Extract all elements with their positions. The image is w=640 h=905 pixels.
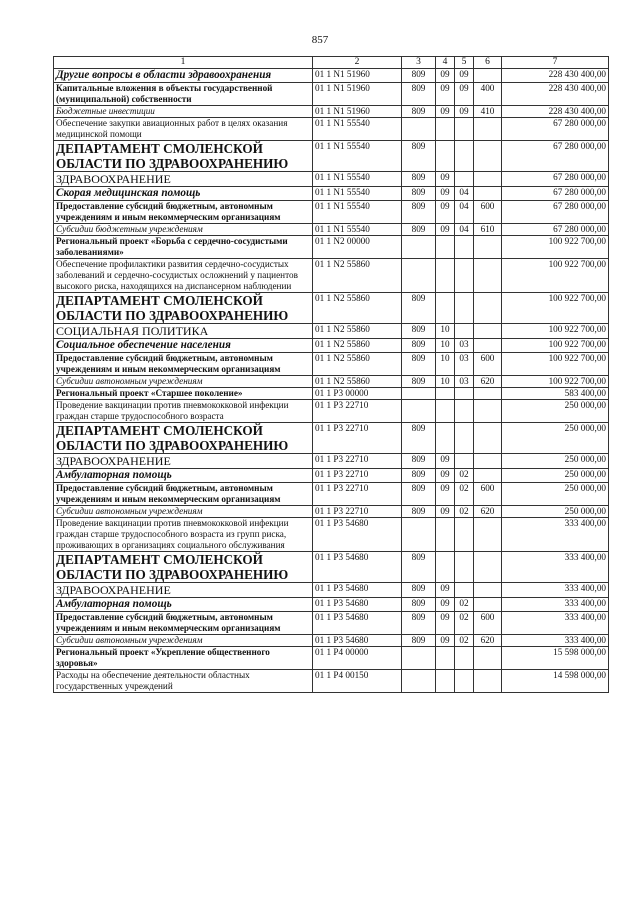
row-ministry-cell: 809 [402,612,436,635]
row-name-cell: СОЦИАЛЬНАЯ ПОЛИТИКА [54,324,313,339]
table-row [54,388,609,400]
row-section-cell: 09 [436,483,455,506]
row-section-cell: 09 [436,172,455,187]
row-subsection-cell: 02 [455,612,474,635]
row-amount-cell: 583 400,00 [502,388,609,400]
row-code-cell: 01 1 P3 22710 [313,423,402,454]
row-name-cell: Бюджетные инвестиции [54,106,313,118]
row-amount-cell: 100 922 700,00 [502,293,609,324]
row-code-cell: 01 1 N2 55860 [313,353,402,376]
row-section-cell: 09 [436,598,455,612]
row-name-cell: Субсидии бюджетным учреждениям [54,224,313,236]
row-expense-type-cell [474,141,502,172]
row-amount-cell: 250 000,00 [502,400,609,423]
row-expense-type-cell: 620 [474,635,502,647]
row-subsection-cell: 04 [455,201,474,224]
row-ministry-cell [402,118,436,141]
row-section-cell: 09 [436,201,455,224]
table-row [54,187,609,201]
row-expense-type-cell [474,518,502,552]
row-section-cell: 10 [436,339,455,353]
row-name-cell: Предоставление субсидий бюджетным, автономным учреждениям и иным некоммерческим организациям [54,353,313,376]
row-name-cell: ЗДРАВООХРАНЕНИЕ [54,583,313,598]
table-row [54,259,609,293]
row-subsection-cell: 02 [455,598,474,612]
row-amount-cell: 67 280 000,00 [502,172,609,187]
row-expense-type-cell [474,454,502,469]
row-section-cell: 09 [436,612,455,635]
row-amount-cell: 228 430 400,00 [502,106,609,118]
header-cell: 2 [313,57,402,69]
row-ministry-cell [402,400,436,423]
row-subsection-cell [455,236,474,259]
table-row [54,83,609,106]
row-expense-type-cell [474,172,502,187]
row-amount-cell: 67 280 000,00 [502,187,609,201]
row-subsection-cell: 04 [455,187,474,201]
row-name-cell: Обеспечение закупки авиационных работ в целях оказания медицинской помощи [54,118,313,141]
row-expense-type-cell [474,647,502,670]
row-ministry-cell: 809 [402,583,436,598]
row-code-cell: 01 1 P3 22710 [313,483,402,506]
row-ministry-cell: 809 [402,83,436,106]
row-expense-type-cell [474,598,502,612]
table-row [54,172,609,187]
row-subsection-cell: 09 [455,69,474,83]
row-name-cell: Капитальные вложения в объекты государственной (муниципальной) собственности [54,83,313,106]
row-ministry-cell: 809 [402,598,436,612]
row-expense-type-cell: 400 [474,83,502,106]
table-row [54,454,609,469]
row-section-cell: 09 [436,69,455,83]
row-name-cell: ДЕПАРТАМЕНТ СМОЛЕНСКОЙ ОБЛАСТИ ПО ЗДРАВООХРАНЕНИЮ [54,141,313,172]
row-code-cell: 01 1 N1 55540 [313,172,402,187]
row-ministry-cell: 809 [402,172,436,187]
row-ministry-cell: 809 [402,454,436,469]
row-ministry-cell [402,259,436,293]
row-ministry-cell: 809 [402,201,436,224]
row-amount-cell: 228 430 400,00 [502,83,609,106]
row-amount-cell: 250 000,00 [502,506,609,518]
row-subsection-cell [455,454,474,469]
row-subsection-cell: 04 [455,224,474,236]
row-section-cell: 09 [436,454,455,469]
row-subsection-cell [455,647,474,670]
table-row [54,201,609,224]
row-subsection-cell: 02 [455,469,474,483]
row-name-cell: ДЕПАРТАМЕНТ СМОЛЕНСКОЙ ОБЛАСТИ ПО ЗДРАВООХРАНЕНИЮ [54,552,313,583]
row-code-cell: 01 1 N1 55540 [313,201,402,224]
row-subsection-cell: 02 [455,506,474,518]
row-section-cell: 10 [436,376,455,388]
row-section-cell: 10 [436,353,455,376]
row-subsection-cell [455,400,474,423]
row-code-cell: 01 1 P3 22710 [313,469,402,483]
row-name-cell: Социальное обеспечение населения [54,339,313,353]
row-expense-type-cell [474,339,502,353]
row-code-cell: 01 1 N2 55860 [313,339,402,353]
row-section-cell [436,400,455,423]
row-amount-cell: 100 922 700,00 [502,339,609,353]
table-row [54,339,609,353]
row-ministry-cell [402,236,436,259]
row-ministry-cell: 809 [402,293,436,324]
row-code-cell: 01 1 P3 22710 [313,506,402,518]
table-row [54,293,609,324]
row-subsection-cell [455,259,474,293]
row-amount-cell: 67 280 000,00 [502,118,609,141]
row-code-cell: 01 1 P3 54680 [313,552,402,583]
table-row [54,236,609,259]
row-ministry-cell: 809 [402,423,436,454]
row-code-cell: 01 1 N2 55860 [313,259,402,293]
row-expense-type-cell: 620 [474,376,502,388]
row-code-cell: 01 1 P3 54680 [313,612,402,635]
row-code-cell: 01 1 P4 00150 [313,670,402,693]
row-amount-cell: 333 400,00 [502,612,609,635]
row-section-cell [436,647,455,670]
row-code-cell: 01 1 P3 22710 [313,400,402,423]
row-code-cell: 01 1 N1 51960 [313,83,402,106]
row-section-cell [436,293,455,324]
row-name-cell: Субсидии автономным учреждениям [54,376,313,388]
row-amount-cell: 250 000,00 [502,454,609,469]
row-code-cell: 01 1 N1 55540 [313,141,402,172]
row-section-cell [436,552,455,583]
row-name-cell: Предоставление субсидий бюджетным, автономным учреждениям и иным некоммерческим организациям [54,612,313,635]
header-cell: 7 [502,57,609,69]
row-expense-type-cell [474,236,502,259]
row-amount-cell: 15 598 000,00 [502,647,609,670]
row-name-cell: ЗДРАВООХРАНЕНИЕ [54,454,313,469]
row-ministry-cell: 809 [402,635,436,647]
row-ministry-cell: 809 [402,141,436,172]
row-name-cell: ДЕПАРТАМЕНТ СМОЛЕНСКОЙ ОБЛАСТИ ПО ЗДРАВООХРАНЕНИЮ [54,423,313,454]
row-code-cell: 01 1 P3 54680 [313,635,402,647]
row-code-cell: 01 1 N1 51960 [313,106,402,118]
row-ministry-cell: 809 [402,187,436,201]
row-amount-cell: 14 598 000,00 [502,670,609,693]
row-name-cell: ЗДРАВООХРАНЕНИЕ [54,172,313,187]
row-name-cell: Амбулаторная помощь [54,598,313,612]
row-ministry-cell [402,670,436,693]
row-section-cell [436,670,455,693]
row-name-cell: Предоставление субсидий бюджетным, автономным учреждениям и иным некоммерческим организациям [54,201,313,224]
row-section-cell: 09 [436,506,455,518]
table-row [54,69,609,83]
row-code-cell: 01 1 N2 55860 [313,376,402,388]
row-amount-cell: 100 922 700,00 [502,259,609,293]
row-section-cell [436,259,455,293]
row-subsection-cell [455,423,474,454]
row-section-cell: 09 [436,583,455,598]
row-ministry-cell: 809 [402,376,436,388]
row-name-cell: Региональный проект «Укрепление общественного здоровья» [54,647,313,670]
row-expense-type-cell [474,423,502,454]
row-expense-type-cell [474,187,502,201]
row-section-cell [436,518,455,552]
row-ministry-cell: 809 [402,224,436,236]
row-subsection-cell [455,324,474,339]
row-ministry-cell: 809 [402,506,436,518]
row-expense-type-cell: 600 [474,612,502,635]
row-subsection-cell [455,293,474,324]
row-ministry-cell: 809 [402,469,436,483]
row-expense-type-cell [474,400,502,423]
row-name-cell: Обеспечение профилактики развития сердечно-сосудистых заболеваний и сердечно-сосудистых осложнений у пациентов высокого риска, находящихся на диспансерном наблюдении [54,259,313,293]
row-amount-cell: 250 000,00 [502,483,609,506]
row-code-cell: 01 1 P3 00000 [313,388,402,400]
row-amount-cell: 333 400,00 [502,635,609,647]
table-row [54,106,609,118]
row-code-cell: 01 1 P3 54680 [313,518,402,552]
row-name-cell: Региональный проект «Борьба с сердечно-сосудистыми заболеваниями» [54,236,313,259]
row-amount-cell: 100 922 700,00 [502,324,609,339]
row-code-cell: 01 1 N2 00000 [313,236,402,259]
row-name-cell: Субсидии автономным учреждениям [54,506,313,518]
row-code-cell: 01 1 P3 54680 [313,583,402,598]
table-row [54,552,609,583]
row-subsection-cell [455,552,474,583]
row-code-cell: 01 1 N1 51960 [313,69,402,83]
row-ministry-cell [402,388,436,400]
row-subsection-cell: 03 [455,353,474,376]
row-subsection-cell: 03 [455,339,474,353]
row-name-cell: Другие вопросы в области здравоохранения [54,69,313,83]
row-name-cell: Проведение вакцинации против пневмококковой инфекции граждан старше трудоспособного возраста из групп риска, проживающих в организациях социального обслуживания [54,518,313,552]
row-subsection-cell [455,118,474,141]
row-name-cell: Региональный проект «Старшее поколение» [54,388,313,400]
header-cell: 1 [54,57,313,69]
table-row [54,483,609,506]
row-section-cell [436,141,455,172]
row-amount-cell: 100 922 700,00 [502,376,609,388]
row-section-cell: 10 [436,324,455,339]
row-expense-type-cell [474,552,502,583]
row-code-cell: 01 1 N1 55540 [313,118,402,141]
row-amount-cell: 333 400,00 [502,552,609,583]
row-expense-type-cell [474,69,502,83]
table-row [54,670,609,693]
row-code-cell: 01 1 N1 55540 [313,224,402,236]
row-subsection-cell [455,670,474,693]
row-expense-type-cell [474,469,502,483]
row-name-cell: Скорая медицинская помощь [54,187,313,201]
row-subsection-cell: 09 [455,83,474,106]
row-section-cell: 09 [436,83,455,106]
row-subsection-cell: 03 [455,376,474,388]
row-expense-type-cell: 410 [474,106,502,118]
table-row [54,141,609,172]
row-ministry-cell [402,647,436,670]
row-ministry-cell: 809 [402,106,436,118]
table-row [54,400,609,423]
row-amount-cell: 67 280 000,00 [502,224,609,236]
table-row [54,506,609,518]
header-cell: 5 [455,57,474,69]
row-name-cell: Расходы на обеспечение деятельности областных государственных учреждений [54,670,313,693]
table-row [54,376,609,388]
row-amount-cell: 333 400,00 [502,598,609,612]
header-cell: 6 [474,57,502,69]
row-expense-type-cell: 600 [474,201,502,224]
row-subsection-cell [455,172,474,187]
row-section-cell: 09 [436,187,455,201]
row-expense-type-cell [474,259,502,293]
table-row [54,423,609,454]
table-row [54,635,609,647]
table-row [54,583,609,598]
row-section-cell: 09 [436,469,455,483]
row-name-cell: ДЕПАРТАМЕНТ СМОЛЕНСКОЙ ОБЛАСТИ ПО ЗДРАВООХРАНЕНИЮ [54,293,313,324]
table-row [54,647,609,670]
table-row [54,224,609,236]
row-section-cell: 09 [436,106,455,118]
row-amount-cell: 333 400,00 [502,583,609,598]
table-row [54,118,609,141]
row-name-cell: Предоставление субсидий бюджетным, автономным учреждениям и иным некоммерческим организациям [54,483,313,506]
header-cell: 4 [436,57,455,69]
row-section-cell [436,423,455,454]
row-subsection-cell [455,388,474,400]
row-ministry-cell [402,518,436,552]
row-section-cell [436,118,455,141]
row-code-cell: 01 1 N2 55860 [313,293,402,324]
row-subsection-cell [455,518,474,552]
row-ministry-cell: 809 [402,353,436,376]
row-subsection-cell: 02 [455,635,474,647]
row-expense-type-cell [474,118,502,141]
table-row [54,612,609,635]
row-ministry-cell: 809 [402,339,436,353]
header-cell: 3 [402,57,436,69]
row-code-cell: 01 1 P4 00000 [313,647,402,670]
row-ministry-cell: 809 [402,69,436,83]
row-expense-type-cell: 620 [474,506,502,518]
row-subsection-cell [455,141,474,172]
row-section-cell [436,236,455,259]
row-amount-cell: 250 000,00 [502,469,609,483]
budget-table [53,56,609,693]
row-code-cell: 01 1 N1 55540 [313,187,402,201]
row-amount-cell: 250 000,00 [502,423,609,454]
table-row [54,469,609,483]
row-code-cell: 01 1 P3 54680 [313,598,402,612]
row-section-cell: 09 [436,224,455,236]
header-row [54,57,609,69]
row-code-cell: 01 1 P3 22710 [313,454,402,469]
row-amount-cell: 100 922 700,00 [502,353,609,376]
row-subsection-cell: 09 [455,106,474,118]
row-name-cell: Проведение вакцинации против пневмококковой инфекции граждан старше трудоспособного возраста [54,400,313,423]
row-ministry-cell: 809 [402,483,436,506]
row-amount-cell: 228 430 400,00 [502,69,609,83]
row-expense-type-cell [474,324,502,339]
row-amount-cell: 67 280 000,00 [502,201,609,224]
row-amount-cell: 100 922 700,00 [502,236,609,259]
row-expense-type-cell: 610 [474,224,502,236]
row-ministry-cell: 809 [402,552,436,583]
table-row [54,324,609,339]
row-amount-cell: 67 280 000,00 [502,141,609,172]
page-number: 857 [311,34,329,46]
row-expense-type-cell: 600 [474,353,502,376]
table-row [54,353,609,376]
row-amount-cell: 333 400,00 [502,518,609,552]
row-section-cell [436,388,455,400]
row-expense-type-cell [474,293,502,324]
row-subsection-cell [455,583,474,598]
row-expense-type-cell [474,583,502,598]
row-subsection-cell: 02 [455,483,474,506]
table-row [54,598,609,612]
row-expense-type-cell [474,388,502,400]
row-section-cell: 09 [436,635,455,647]
row-name-cell: Амбулаторная помощь [54,469,313,483]
row-expense-type-cell: 600 [474,483,502,506]
row-name-cell: Субсидии автономным учреждениям [54,635,313,647]
table-row [54,518,609,552]
row-code-cell: 01 1 N2 55860 [313,324,402,339]
row-expense-type-cell [474,670,502,693]
row-ministry-cell: 809 [402,324,436,339]
